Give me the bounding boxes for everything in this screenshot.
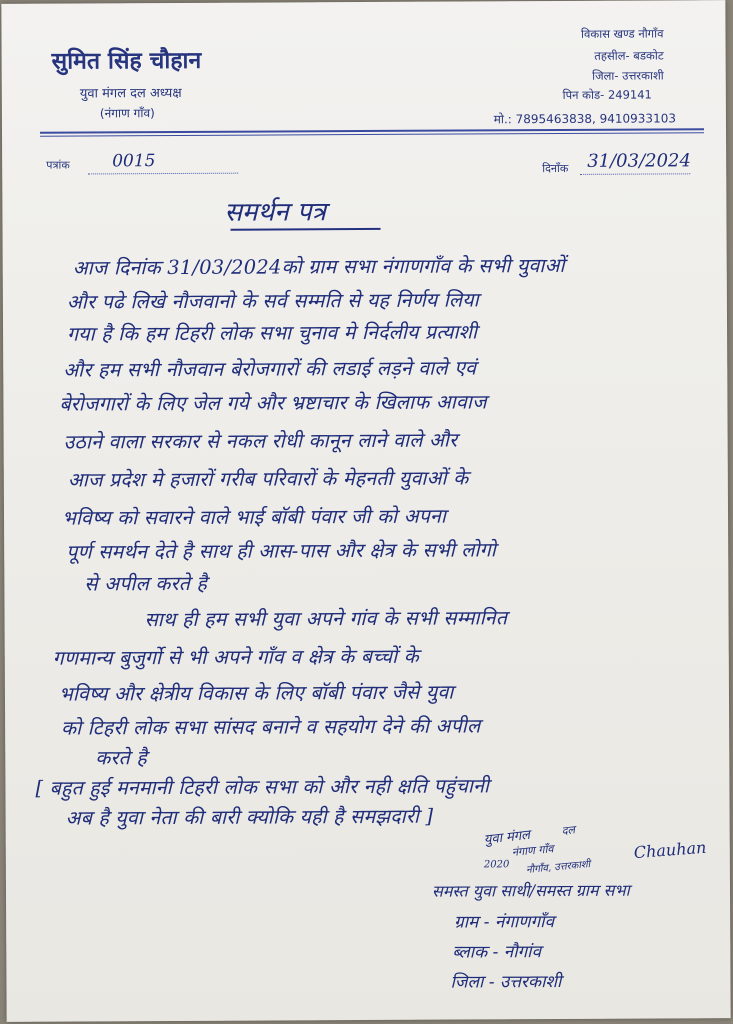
letterhead-village: (नंगाण गाँव): [99, 106, 155, 121]
letterhead-mobile: मो.: 7895463838, 9410933103: [493, 111, 676, 127]
ref-dotted-line: [88, 173, 238, 175]
body-line: गया है कि हम टिहरी लोक सभा चुनाव मे निर्दलीय प्रत्याशी: [67, 320, 478, 346]
letterhead-tehsil: तहसील- बडकोट: [594, 48, 664, 63]
signatory-group: समस्त युवा साथी/समस्त ग्राम सभा: [431, 880, 630, 901]
letterhead-role: युवा मंगल दल अध्यक्ष: [79, 85, 182, 102]
body-line: से अपील करते है: [84, 571, 208, 596]
letter-sheet: [1, 0, 730, 1022]
body-line: को टिहरी लोक सभा सांसद बनाने व सहयोग देने की अपील: [61, 714, 481, 740]
body-line: भविष्य को सवारने वाले भाई बॉबी पंवार जी को अपना: [61, 504, 447, 530]
body-line: बेरोजगारों के लिए जेल गये और भ्रष्टाचार के खिलाफ आवाज: [59, 390, 487, 416]
date-value: 31/03/2024: [587, 150, 691, 172]
letterhead-district: जिला- उत्तरकाशी: [592, 68, 664, 83]
stamp-line: युवा मंगल: [483, 827, 531, 848]
stamp-line: नौगाँव, उत्तरकाशी: [525, 859, 591, 876]
title-underline: [231, 228, 381, 231]
date-dotted-line: [580, 173, 690, 175]
body-line: उठाने वाला सरकार से नकल रोधी कानून लाने वाले और: [63, 428, 458, 454]
letterhead-name: सुमित सिंह चौहान: [51, 47, 202, 75]
slogan-line: अब है युवा नेता की बारी क्योकि यही है समझदारी ]: [65, 804, 434, 830]
stamp-code: 2020: [483, 859, 510, 871]
stamp-line: दल: [561, 823, 576, 838]
ref-value: 0015: [112, 151, 156, 172]
signature: Chauhan: [633, 837, 707, 863]
slogan-line: [ बहुत हुई मनमानी टिहरी लोक सभा को और नही क्षति पहुंचानी: [35, 774, 490, 800]
letter-title: समर्थन पत्र: [224, 197, 327, 228]
letterhead-block: विकास खण्ड नौगाँव: [580, 26, 664, 41]
body-line: भविष्य और क्षेत्रीय विकास के लिए बॉबी पंवार जैसे युवा: [58, 680, 454, 706]
body-line: आज दिनांक 31/03/2024को ग्राम सभा नंगाणगाँव के सभी युवाओं: [72, 253, 565, 280]
body-line: गणमान्य बुजुर्गो से भी अपने गाँव व क्षेत्र के बच्चों के: [52, 644, 419, 670]
body-line: करते है: [95, 746, 147, 770]
body-line: और हम सभी नौजवान बेरोजगारों की लडाई लड़ने वाले एवं: [63, 356, 477, 382]
body-line: पूर्ण समर्थन देते है साथ ही आस-पास और क्षेत्र के सभी लोगो: [66, 538, 496, 564]
body-line: साथ ही हम सभी युवा अपने गांव के सभी सम्मानित: [144, 606, 508, 632]
signatory-block: ब्लाक - नौगांव: [452, 942, 542, 963]
signatory-district: जिला - उत्तरकाशी: [450, 971, 562, 993]
letterhead-pincode: पिन कोड- 249141: [562, 87, 652, 102]
ref-label: पत्रांक: [46, 158, 70, 172]
signatory-gram: ग्राम - नंगाणगाँव: [454, 912, 555, 933]
date-label: दिनाँक: [542, 161, 569, 176]
body-line: और पढे लिखे नौजवानो के सर्व सम्मति से यह निर्णय लिया: [66, 288, 479, 314]
body-line: आज प्रदेश मे हजारों गरीब परिवारों के मेहनती युवाओं के: [67, 466, 469, 492]
stamp-line: नंगाण गाँव: [511, 842, 555, 860]
